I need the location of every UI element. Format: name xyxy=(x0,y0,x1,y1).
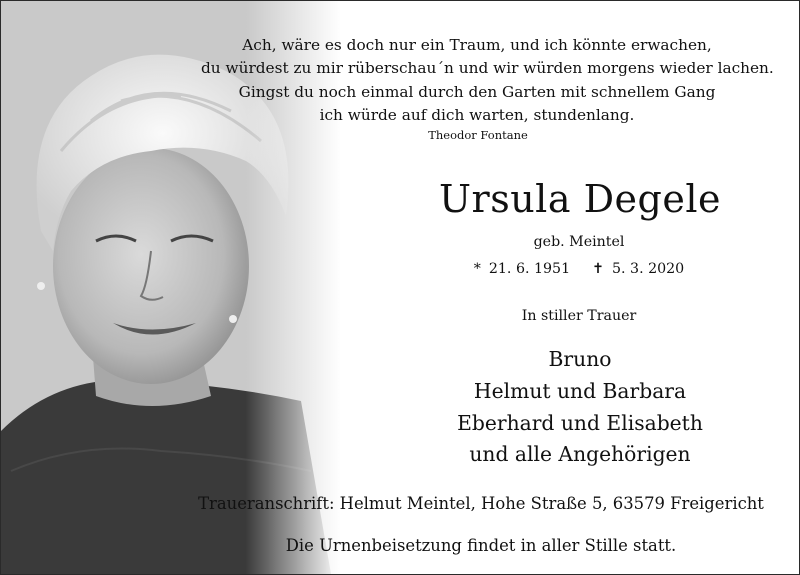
cross-icon: ✝ xyxy=(592,261,604,277)
deceased-name: Ursula Degele xyxy=(439,177,721,221)
mourner-entry: Eberhard und Elisabeth xyxy=(457,410,703,435)
burial-note: Die Urnenbeisetzung findet in aller Stille statt. xyxy=(285,536,677,555)
mourner-entry: und alle Angehörigen xyxy=(469,442,691,467)
mourning-address: Traueranschrift: Helmut Meintel, Hohe Straße 5, 63579 Freigericht xyxy=(198,494,764,513)
birth-date: 21. 6. 1951 xyxy=(488,261,571,277)
birth-symbol: * xyxy=(473,261,481,277)
poem-line: Ach, wäre es doch nur ein Traum, und ich könnte erwachen, xyxy=(242,36,712,54)
mourning-line: In stiller Trauer xyxy=(521,308,637,324)
death-date: 5. 3. 2020 xyxy=(612,261,685,277)
mourner-entry: Helmut und Barbara xyxy=(473,378,687,403)
birth-name: geb. Meintel xyxy=(533,234,625,250)
poem-line: Gingst du noch einmal durch den Garten mit schnellem Gang xyxy=(238,82,716,101)
mourners-list xyxy=(421,344,739,471)
poem-line: ich würde auf dich warten, stundenlang. xyxy=(319,105,635,124)
poem-line: du würdest zu mir rüberschau´n und wir würden morgens wieder lachen. xyxy=(201,59,774,78)
poem-author: Theodor Fontane xyxy=(428,128,528,142)
mourner-entry: Bruno xyxy=(548,347,612,371)
poem-quote xyxy=(201,34,774,127)
life-dates xyxy=(446,261,712,277)
